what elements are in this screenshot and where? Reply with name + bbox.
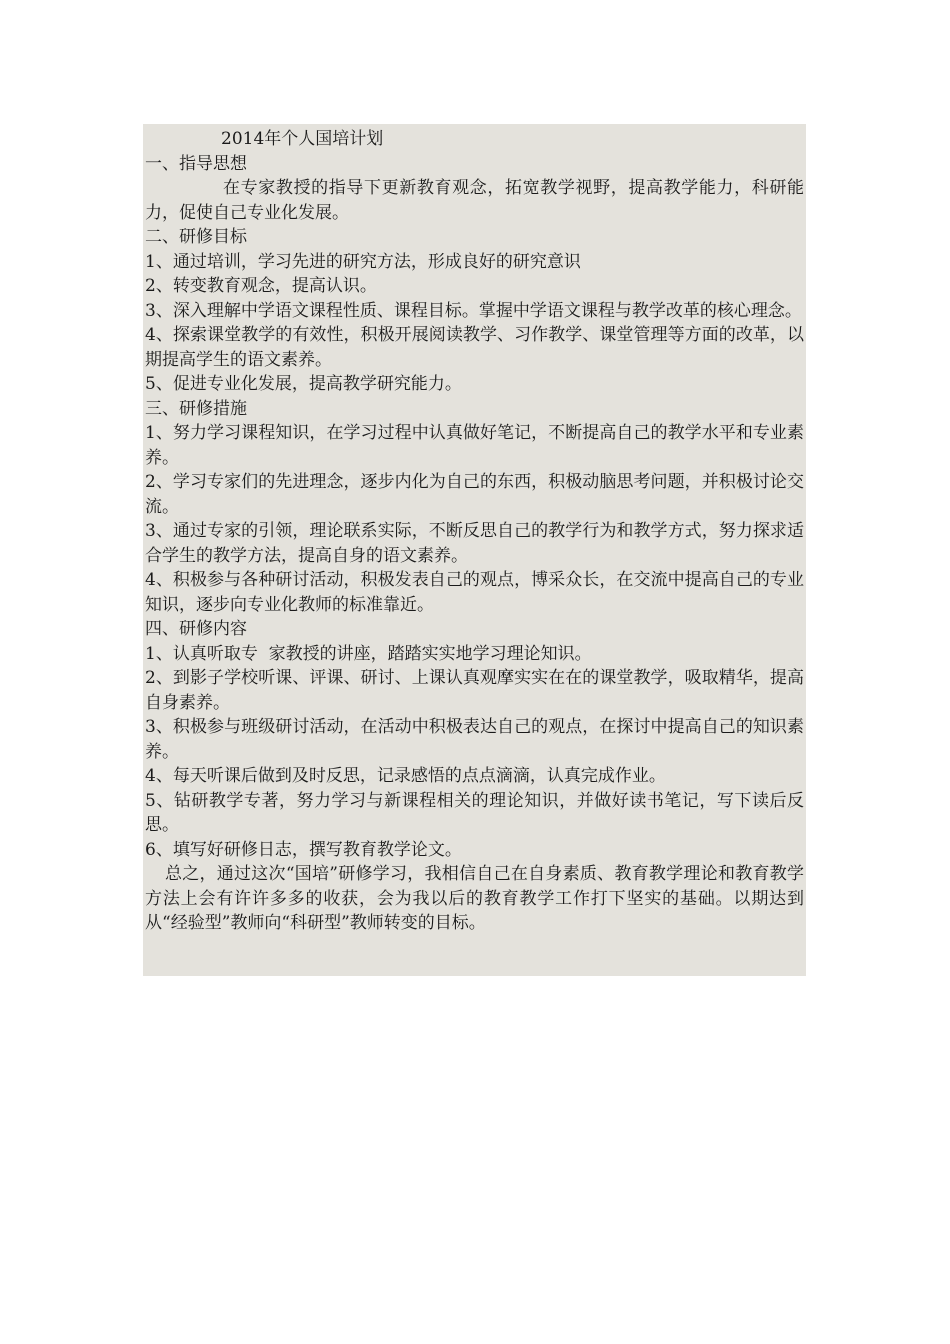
list-item: 2、学习专家们的先进理念，逐步内化为自己的东西，积极动脑思考问题，并积极讨论交流。 <box>145 472 804 517</box>
section-heading-training-measures: 三、研修措施 <box>145 398 247 419</box>
list-item: 4、积极参与各种研讨活动，积极发表自己的观点，博采众长，在交流中提高自己的专业知识，逐步向专业化教师的标准靠近。 <box>145 570 804 615</box>
list-item: 1、努力学习课程知识，在学习过程中认真做好笔记，不断提高自己的教学水平和专业素养。 <box>145 423 804 468</box>
list-item: 4、探索课堂教学的有效性，积极开展阅读教学、习作教学、课堂管理等方面的改革，以期提高学生的语文素养。 <box>145 325 804 370</box>
list-item: 5、钻研教学专著，努力学习与新课程相关的理论知识，并做好读书笔记，写下读后反思。 <box>145 790 804 835</box>
list-item: 3、深入理解中学语文课程性质、课程目标。掌握中学语文课程与教学改革的核心理念。 <box>145 300 802 321</box>
list-item: 1、认真听取专 家教授的讲座，踏踏实实地学习理论知识。 <box>145 643 592 664</box>
section-heading-training-goals: 二、研修目标 <box>145 227 247 247</box>
section-heading-training-content: 四、研修内容 <box>145 619 247 639</box>
conclusion-paragraph: 总之，通过这次“国培”研修学习，我相信自己在自身素质、教育教学理论和教育教学方法上会有许许多多的收获，会为我以后的教育教学工作打下坚实的基础。以期达到从“经验型”教师向“科研型”教师转变的目标。 <box>145 864 804 933</box>
list-item: 3、积极参与班级研讨活动，在活动中积极表达自己的观点，在探讨中提高自己的知识素养。 <box>145 717 804 762</box>
list-item: 5、促进专业化发展，提高教学研究能力。 <box>145 374 462 394</box>
list-item: 3、通过专家的引领，理论联系实际，不断反思自己的教学行为和教学方式，努力探求适合学生的教学方法，提高自身的语文素养。 <box>145 521 804 566</box>
document-title: 2014年个人国培计划 <box>221 129 384 149</box>
list-item: 2、转变教育观念，提高认识。 <box>145 276 377 296</box>
list-item: 6、填写好研修日志，撰写教育教学论文。 <box>145 839 462 860</box>
list-item: 1、通过培训，学习先进的研究方法，形成良好的研究意识 <box>145 251 581 272</box>
list-item: 4、每天听课后做到及时反思，记录感悟的点点滴滴，认真完成作业。 <box>145 766 666 786</box>
paragraph: 在专家教授的指导下更新教育观念，拓宽教学视野，提高教学能力，科研能力，促使自己专业化发展。 <box>145 178 804 223</box>
list-item: 2、到影子学校听课、评课、研讨、上课认真观摩实实在在的课堂教学，吸取精华，提高自身素养。 <box>145 668 804 713</box>
document-text-block <box>143 124 806 976</box>
section-heading-guiding-ideology: 一、指导思想 <box>145 153 247 174</box>
